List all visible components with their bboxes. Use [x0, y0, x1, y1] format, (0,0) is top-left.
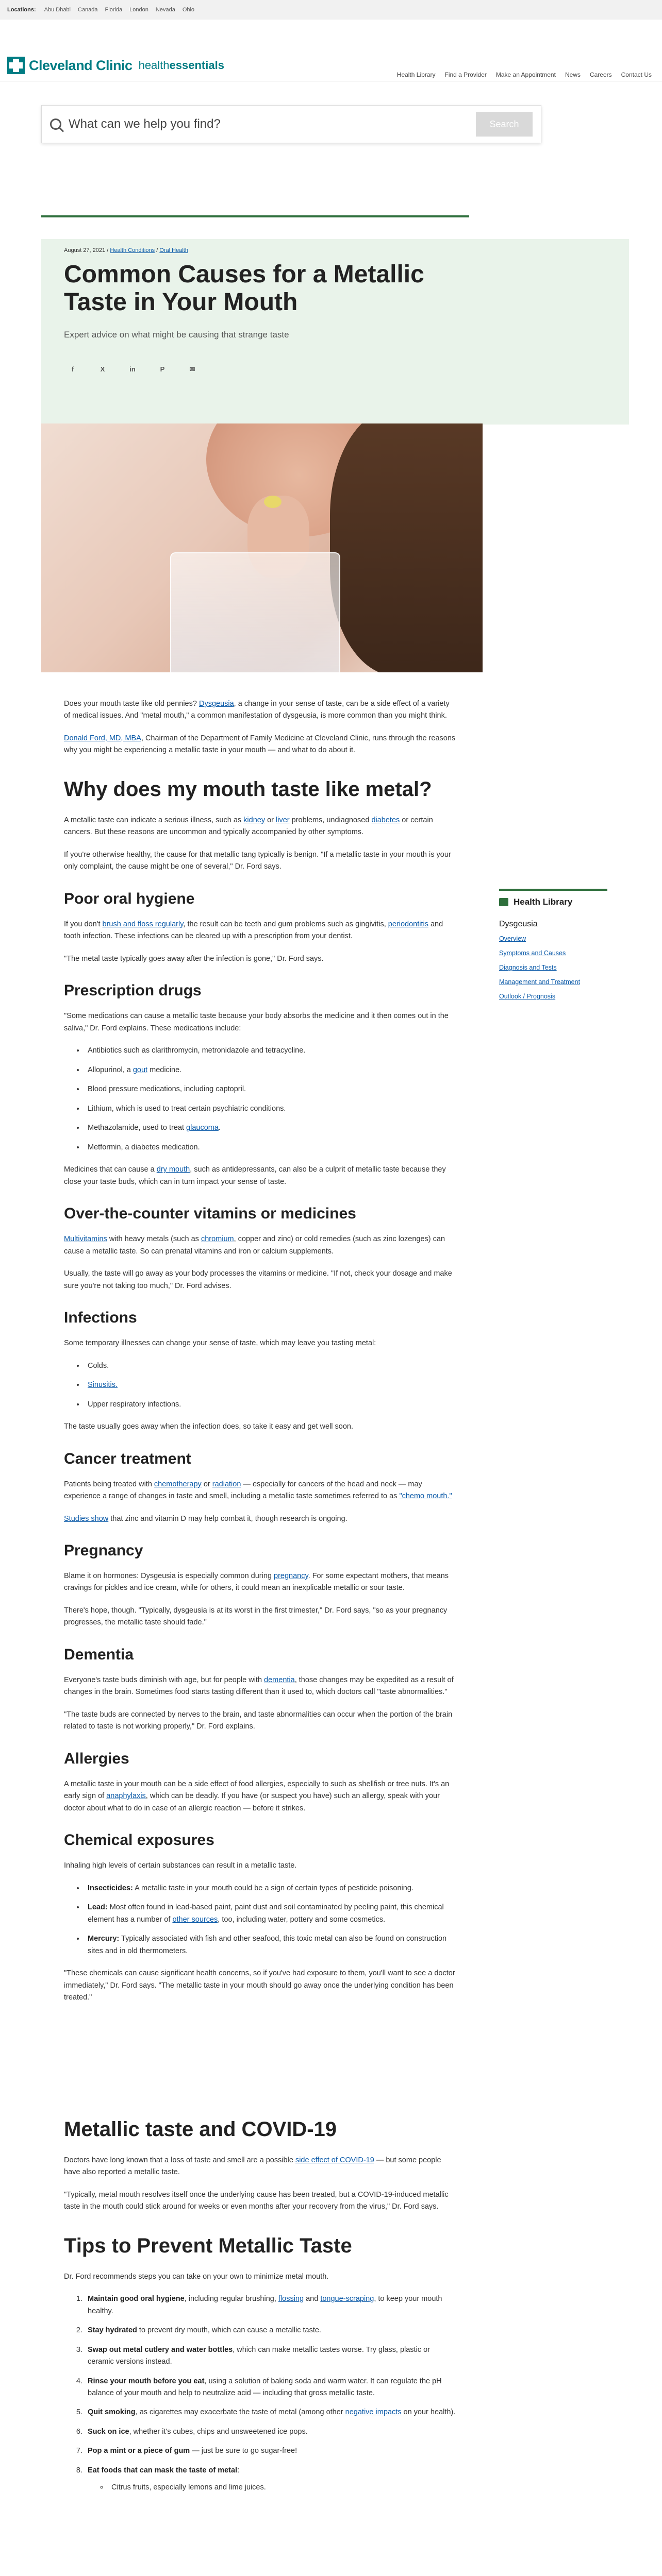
page-subtitle: Expert advice on what might be causing that strange taste — [64, 329, 289, 340]
hero-image-pill — [264, 496, 282, 508]
search-bar — [41, 105, 541, 143]
heading-covid: Metallic taste and COVID-19 — [64, 2117, 337, 2141]
text: Blame it on hormones: Dysgeusia is especially common during — [64, 1571, 274, 1580]
text: Pop a mint or a piece of gum — [88, 2447, 190, 2455]
list-item — [85, 1379, 456, 1391]
list-item: • Metformin, a diabetes medication. — [85, 1142, 456, 1154]
sidebar-link-diagnosis-tests[interactable]: Diagnosis and Tests — [499, 964, 557, 971]
publish-date: August 27, 2021 — [64, 247, 106, 253]
text: , such as antidepressants, can also be a culprit of metallic taste because they close your taste buds, which can in turn impact your sense of taste. — [64, 1165, 446, 1186]
nav-find-provider[interactable]: Find a Provider — [444, 71, 487, 78]
sidebar-link-management-treatment[interactable]: Management and Treatment — [499, 978, 581, 986]
chemotherapy-link[interactable]: chemotherapy — [154, 1480, 202, 1488]
article-hero — [64, 247, 461, 378]
location-link-london[interactable]: London — [129, 7, 148, 13]
text: , using a solution of baking soda and warm water. It can regulate the pH balance of your mouth and help to neutralize acid — including that gross metallic taste. — [88, 2377, 442, 2397]
paragraph — [64, 1233, 456, 1258]
text: Quit smoking — [88, 2408, 136, 2417]
paragraph: There's hope, though. "Typically, dysgeusia is at its worst in the first trimester," Dr. Ford says, "so as your pregnancy progresses, the metallic taste should fade." — [64, 1606, 448, 1627]
text: , too, including water, pottery and some cosmetics. — [218, 1915, 386, 1924]
list-item: • Antibiotics such as clarithromycin, metronidazole and tetracycline. — [85, 1045, 456, 1057]
share-buttons — [64, 361, 461, 378]
linkedin-share-icon[interactable]: in — [129, 365, 136, 373]
sidebar-topic: Dysgeusia — [499, 920, 538, 928]
paragraph: "Typically, metal mouth resolves itself once the underlying cause has been treated, but a COVID-19-induced metallic taste in the mouth could stick around for weeks or even months after your recovery from the virus," Dr. Ford says. — [64, 2190, 449, 2211]
sidebar-link-overview[interactable]: Overview — [499, 935, 526, 942]
sidebar-link-symptoms-causes[interactable]: Symptoms and Causes — [499, 950, 566, 957]
hero-image — [41, 423, 483, 672]
email-share-icon[interactable]: ✉ — [189, 365, 195, 373]
intro-paragraph-2 — [64, 733, 456, 757]
text: : — [237, 2466, 240, 2475]
brand-sub-prefix: health — [138, 59, 170, 72]
nav-careers[interactable]: Careers — [589, 71, 612, 78]
dysgeusia-link[interactable]: Dysgeusia — [198, 700, 234, 708]
list-item — [85, 2445, 456, 2457]
negative-impacts-link[interactable]: negative impacts — [345, 2408, 402, 2417]
search-icon — [50, 118, 61, 130]
kidney-link[interactable]: kidney — [243, 816, 266, 824]
paragraph: "The taste buds are connected by nerves to the brain, and taste abnormalities can occur when the portion of the brain related to taste is not working properly," Dr. Ford explains. — [64, 1710, 453, 1731]
location-link-nevada[interactable]: Nevada — [155, 7, 175, 13]
list-item — [85, 1122, 456, 1134]
liver-link[interactable]: liver — [276, 816, 290, 824]
health-essentials-brand — [139, 59, 224, 72]
list-item — [85, 2376, 456, 2400]
text: Maintain good oral hygiene — [88, 2295, 185, 2303]
paragraph — [64, 1674, 456, 1699]
text: — especially for cancers of the head and neck — may experience a range of changes in taste and smell, including a metallic taste sometimes referred to as — [64, 1480, 422, 1501]
facebook-share-icon[interactable]: f — [71, 365, 74, 373]
text: and tooth infection. These infections can be cleared up with a prescription from your dentist. — [64, 920, 443, 941]
location-link-florida[interactable]: Florida — [105, 7, 123, 13]
paragraph — [64, 2155, 456, 2179]
heading-oral-hygiene: Poor oral hygiene — [64, 890, 195, 907]
heading-cancer: Cancer treatment — [64, 1450, 191, 1467]
text: A metallic taste can indicate a serious illness, such as — [64, 816, 244, 824]
text: A metallic taste in your mouth can be a side effect of food allergies, especially to such as shellfish or tree nuts. It's an early sign of — [64, 1780, 450, 1801]
brush-floss-link[interactable]: brush and floss regularly — [102, 920, 184, 928]
list-item: • Upper respiratory infections. — [85, 1399, 456, 1411]
text: , whether it's cubes, chips and unsweetened ice pops. — [129, 2427, 308, 2436]
text: with heavy metals (such as — [107, 1235, 201, 1244]
paragraph: If you're otherwise healthy, the cause for that metallic tang typically is benign. "If a metallic taste in your mouth is your only complaint, the cause might be one of several," Dr. Ford says. — [64, 850, 451, 871]
text: , as cigarettes may exacerbate the taste of metal (among other — [135, 2408, 345, 2417]
health-library-sidebar — [499, 889, 607, 1007]
text: or — [201, 1480, 212, 1488]
section-spacer — [64, 2014, 456, 2097]
brand-sub-suffix: essentials — [169, 59, 224, 72]
location-link-abu-dhabi[interactable]: Abu Dhabi — [44, 7, 71, 13]
heading-otc: Over-the-counter vitamins or medicines — [64, 1205, 356, 1223]
intro-paragraph — [64, 698, 456, 722]
paragraph: "Some medications can cause a metallic taste because your body absorbs the medicine and it then comes out in the saliva," Dr. Ford explains. These medications include: — [64, 1012, 449, 1032]
studies-link[interactable]: Studies show — [64, 1514, 109, 1523]
paragraph: "These chemicals can cause significant health concerns, so if you've had exposure to them, you'll want to see a doctor immediately," Dr. Ford says. "The metallic taste in your mouth should go away once the underlying condition has been treated." — [64, 1969, 455, 2002]
top-nav — [397, 71, 652, 78]
breadcrumb-oral-health[interactable]: Oral Health — [159, 247, 188, 253]
heading-prescription: Prescription drugs — [64, 982, 202, 999]
author-link[interactable]: Donald Ford, MD, MBA — [64, 734, 141, 742]
sidebar-link-outlook-prognosis[interactable]: Outlook / Prognosis — [499, 993, 556, 1000]
heading-pregnancy: Pregnancy — [64, 1541, 143, 1559]
paragraph — [64, 815, 456, 839]
text: , including regular brushing, — [184, 2295, 278, 2303]
list-item — [85, 2406, 456, 2418]
text: Lead: — [88, 1903, 108, 1912]
locations-title: Locations: — [7, 7, 36, 13]
text: , which can be deadly. If you have (or suspect you have) such an allergy, speak with your doctor about what to do in case of an allergic reaction — before it strikes. — [64, 1792, 440, 1812]
flossing-link[interactable]: flossing — [278, 2295, 304, 2303]
heading-dementia: Dementia — [64, 1646, 134, 1663]
text: , which can make metallic tastes worse. Try glass, plastic or ceramic versions instead. — [88, 2345, 430, 2366]
list-item — [85, 1933, 456, 1957]
list-item: • Blood pressure medications, including captopril. — [85, 1083, 456, 1095]
paragraph: "The metal taste typically goes away after the infection is gone," Dr. Ford says. — [64, 954, 324, 963]
meta-separator: / — [156, 247, 158, 253]
text: problems, undiagnosed — [289, 816, 372, 824]
text: . — [218, 1124, 221, 1132]
article-meta — [64, 247, 461, 253]
x-share-icon[interactable]: X — [100, 365, 105, 373]
chemical-list — [85, 1883, 456, 1957]
list-item: • Lithium, which is used to treat certain psychiatric conditions. — [85, 1103, 456, 1115]
text: on your health). — [401, 2408, 456, 2417]
text: Eat foods that can mask the taste of metal — [88, 2466, 238, 2475]
text: Allopurinol, a — [88, 1065, 133, 1074]
text: If you don't — [64, 920, 103, 928]
search-input[interactable] — [69, 117, 476, 131]
glaucoma-link[interactable]: glaucoma — [186, 1124, 219, 1132]
breadcrumb-health-conditions[interactable]: Health Conditions — [110, 247, 155, 253]
paragraph — [64, 1778, 456, 1815]
text: , a change in your sense of taste, can be a side effect of a variety of medical issues. And "metal mouth," a common manifestation of dysgeusia, is more common than you might think. — [64, 700, 450, 720]
sub-list — [108, 2482, 456, 2494]
list-item — [85, 1064, 456, 1076]
text: Does your mouth taste like old pennies? — [64, 700, 199, 708]
text: Insecticides: — [88, 1884, 133, 1892]
text: — just be sure to go sugar-free! — [190, 2447, 297, 2455]
heading-chemical: Chemical exposures — [64, 1832, 214, 1849]
locations-bar — [0, 0, 662, 20]
text: A metallic taste in your mouth could be a sign of certain types of pesticide poisoning. — [133, 1884, 413, 1892]
text: Swap out metal cutlery and water bottles — [88, 2345, 233, 2354]
paragraph: Some temporary illnesses can change your sense of taste, which may leave you tasting metal: — [64, 1339, 376, 1348]
nav-contact-us[interactable]: Contact Us — [621, 71, 652, 78]
hero-image-hair — [330, 423, 483, 672]
text: , to keep your mouth healthy. — [88, 2295, 442, 2315]
text: Typically associated with fish and other seafood, this toxic metal can also be found on construction sites and in old thermometers. — [88, 1935, 447, 1955]
brand-name: Cleveland Clinic — [29, 57, 133, 73]
paragraph — [64, 919, 456, 943]
pinterest-share-icon[interactable]: P — [160, 365, 165, 373]
article-body — [64, 698, 456, 2504]
paragraph: Dr. Ford recommends steps you can take on your own to minimize metal mouth. — [64, 2272, 329, 2281]
dementia-link[interactable]: dementia — [264, 1675, 295, 1684]
list-item — [85, 2344, 456, 2368]
list-item — [85, 2325, 456, 2336]
hero-image-glass — [170, 552, 340, 672]
pregnancy-link[interactable]: pregnancy — [274, 1571, 308, 1580]
text: Rinse your mouth before you eat — [88, 2377, 205, 2385]
paragraph: Inhaling high levels of certain substances can result in a metallic taste. — [64, 1861, 297, 1870]
multivitamins-link[interactable]: Multivitamins — [64, 1235, 107, 1244]
covid-link[interactable]: side effect of COVID-19 — [295, 2156, 374, 2164]
text: Doctors have long known that a loss of taste and smell are a possible — [64, 2156, 295, 2164]
meta-separator: / — [107, 247, 109, 253]
nav-news[interactable]: News — [565, 71, 581, 78]
cleveland-clinic-logo-icon — [7, 57, 25, 74]
text: , the result can be teeth and gum problems such as gingivitis, — [183, 920, 388, 928]
book-icon — [499, 898, 508, 906]
tongue-scraping-link[interactable]: tongue-scraping — [320, 2295, 374, 2303]
paragraph — [64, 1164, 456, 1188]
paragraph: Usually, the taste will go away as your body processes the vitamins or medicine. "If not, check your dosage and make sure you're not taking too much," Dr. Ford advises. — [64, 1269, 452, 1290]
heading-tips: Tips to Prevent Metallic Taste — [64, 2234, 352, 2257]
nav-health-library[interactable]: Health Library — [396, 71, 436, 78]
heading-infections: Infections — [64, 1309, 137, 1327]
paragraph — [64, 1570, 456, 1595]
list-item — [85, 2293, 456, 2317]
text: and — [304, 2295, 321, 2303]
sidebar-header — [499, 889, 607, 907]
dry-mouth-link[interactable]: dry mouth — [156, 1165, 190, 1174]
text: Medicines that can cause a — [64, 1165, 157, 1174]
text: Everyone's taste buds diminish with age, but for people with — [64, 1675, 264, 1684]
text: Methazolamide, used to treat — [88, 1124, 187, 1132]
search-button[interactable]: Search — [476, 112, 533, 137]
text: — but some people have also reported a metallic taste. — [64, 2156, 441, 2177]
list-item — [85, 2426, 456, 2438]
text: , those changes may be expedited as a result of changes in the brain. Sometimes food starts tasting different than it used to, which doctors call "taste abnormalities." — [64, 1675, 454, 1697]
text: , copper and zinc) or cold remedies (such as zinc lozenges) can cause a metallic taste. So can prenatal vitamins and iron or calcium supplements. — [64, 1235, 445, 1256]
accent-divider — [41, 215, 469, 217]
infection-list — [85, 1360, 456, 1411]
text: Patients being treated with — [64, 1480, 154, 1488]
diabetes-link[interactable]: diabetes — [371, 816, 400, 824]
text: or certain cancers. But these reasons are uncommon and typically accompanied by other symptoms. — [64, 816, 433, 837]
text: or — [265, 816, 276, 824]
periodontitis-link[interactable]: periodontitis — [388, 920, 428, 928]
anaphylaxis-link[interactable]: anaphylaxis — [106, 1792, 146, 1801]
paragraph: The taste usually goes away when the infection does, so take it easy and get well soon. — [64, 1422, 354, 1431]
other-sources-link[interactable]: other sources — [172, 1915, 218, 1924]
medication-list — [85, 1045, 456, 1154]
site-logo[interactable] — [7, 57, 224, 74]
location-link-canada[interactable]: Canada — [78, 7, 98, 13]
text: , Chairman of the Department of Family Medicine at Cleveland Clinic, runs through the reasons why you might be experiencing a metallic taste in your mouth — and what to do about it. — [64, 734, 456, 755]
paragraph — [64, 1479, 456, 1503]
location-link-ohio[interactable]: Ohio — [182, 7, 195, 13]
text: . For some expectant mothers, that means cravings for pickles and ice cream, while for others, it could mean an inexplicable metallic or sour taste. — [64, 1571, 449, 1592]
radiation-link[interactable]: radiation — [212, 1480, 241, 1488]
heading-why: Why does my mouth taste like metal? — [64, 777, 432, 801]
text: Most often found in lead-based paint, paint dust and soil contaminated by peeling paint, this chemical element has a number of — [88, 1903, 444, 1924]
list-item: ◦ Citrus fruits, especially lemons and lime juices. — [108, 2482, 456, 2494]
chemo-mouth-link[interactable]: "chemo mouth." — [399, 1492, 452, 1501]
text: to prevent dry mouth, which can cause a metallic taste. — [137, 2326, 321, 2335]
text: Mercury: — [88, 1935, 120, 1943]
heading-allergies: Allergies — [64, 1750, 129, 1767]
list-item — [85, 1883, 456, 1894]
tips-list — [85, 2293, 456, 2494]
nav-make-appointment[interactable]: Make an Appointment — [495, 71, 556, 78]
chromium-link[interactable]: chromium — [201, 1235, 234, 1244]
sidebar-title: Health Library — [514, 897, 573, 907]
text: Suck on ice — [88, 2427, 129, 2436]
list-item — [85, 2465, 456, 2494]
text: medicine. — [147, 1065, 182, 1074]
text: that zinc and vitamin D may help combat it, though research is ongoing. — [108, 1514, 347, 1523]
paragraph — [64, 1513, 456, 1525]
text: Stay hydrated — [88, 2326, 137, 2335]
gout-link[interactable]: gout — [133, 1065, 148, 1074]
page-title: Common Causes for a Metallic Taste in Your Mouth — [64, 261, 424, 316]
list-item: • Colds. — [85, 1360, 456, 1372]
list-item — [85, 1902, 456, 1926]
sinusitis-link[interactable]: Sinusitis. — [88, 1381, 118, 1389]
